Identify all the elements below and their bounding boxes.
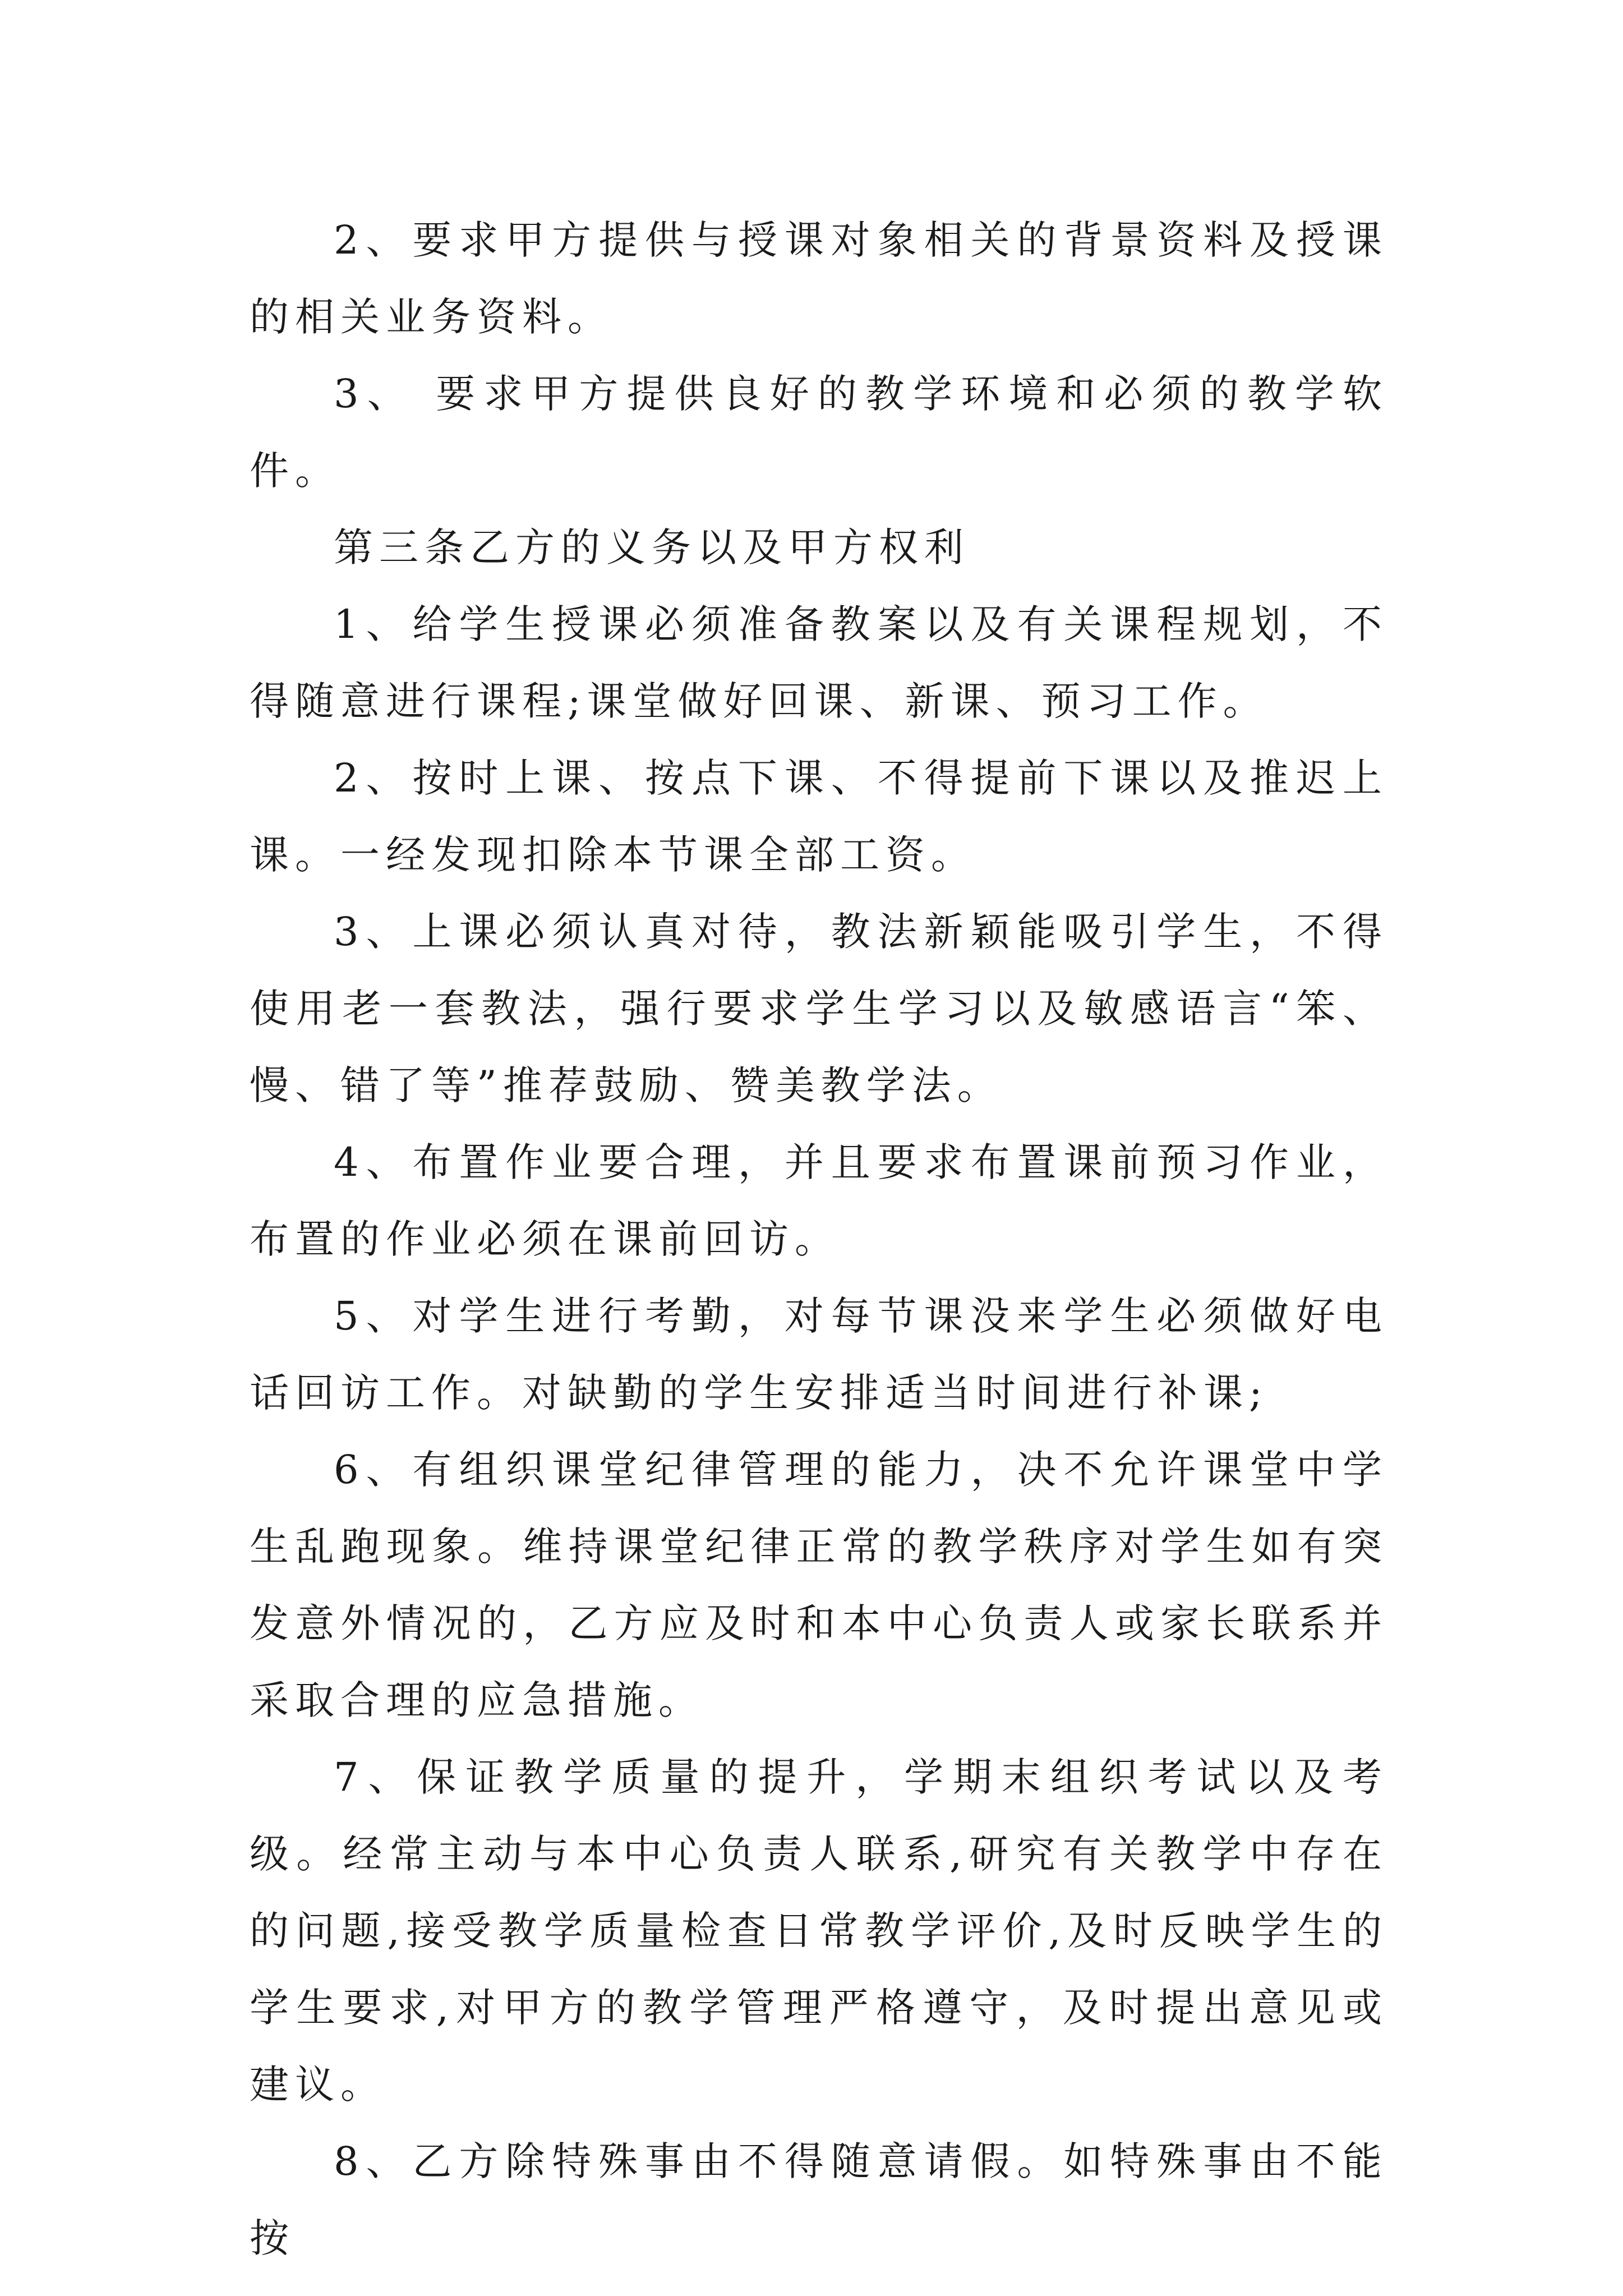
paragraph-8: 6、有组织课堂纪律管理的能力，决不允许课堂中学生乱跑现象。维持课堂纪律正常的教学秩序对学生如有突发意外情况的，乙方应及时和本中心负责人或家长联系并采取合理的应急措施。 [250,1447,1388,1723]
section-heading: 第三条乙方的义务以及甲方权利 [334,524,970,570]
paragraph-9: 7、保证教学质量的提升，学期末组织考试以及考级。经常主动与本中心负责人联系,研究有关教学中存在的问题,接受教学质量检查日常教学评价,及时反映学生的学生要求,对甲方的教学管理严格遵守，及时提出意见或建议。 [250,1754,1388,2108]
paragraph-3: 1、给学生授课必须准备教案以及有关课程规划，不得随意进行课程;课堂做好回课、新课、预习工作。 [250,601,1388,724]
document-body [250,202,1388,2277]
paragraph-5: 3、上课必须认真对待，教法新颖能吸引学生，不得使用老一套教法，强行要求学生学习以及敏感语言“笨、慢、错了等”推荐鼓励、赞美教学法。 [250,909,1388,1108]
paragraph-2: 3、 要求甲方提供良好的教学环境和必须的教学软件。 [250,371,1388,494]
paragraph-6: 4、布置作业要合理，并且要求布置课前预习作业，布置的作业必须在课前回访。 [250,1139,1388,1262]
paragraph-4: 2、按时上课、按点下课、不得提前下课以及推迟上课。一经发现扣除本节课全部工资。 [250,755,1388,878]
paragraph-10: 8、乙方除特殊事由不得随意请假。如特殊事由不能按 [250,2138,1388,2261]
paragraph-7: 5、对学生进行考勤，对每节课没来学生必须做好电话回访工作。对缺勤的学生安排适当时间进行补课; [250,1293,1388,1416]
paragraph-1: 2、要求甲方提供与授课对象相关的背景资料及授课的相关业务资料。 [250,217,1388,340]
